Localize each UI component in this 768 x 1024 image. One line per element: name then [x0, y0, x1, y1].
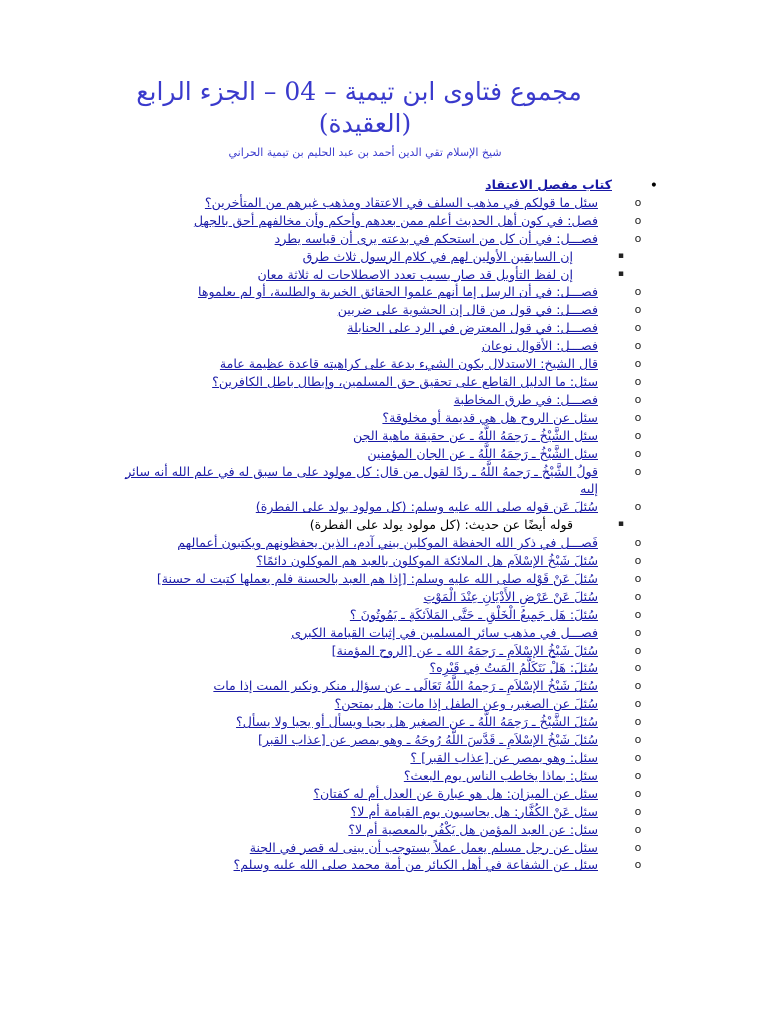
- toc-item: [108, 606, 648, 624]
- toc-item: [108, 427, 648, 445]
- toc-item-link[interactable]: قوله أيضًا عن حديث: (كل مولود يولد على الفطرة): [309, 517, 573, 533]
- toc-item: [108, 695, 648, 713]
- bullet-circle-icon: o: [634, 428, 642, 442]
- toc-item-link[interactable]: سئل عَنْ الكُفَّار: هل يحاسبون يوم القيامة أم لا؟: [350, 803, 598, 819]
- toc-item: [108, 821, 648, 839]
- bullet-circle-icon: o: [634, 285, 642, 299]
- author-line: شيخ الإسلام تقي الدين أحمد بن عبد الحليم بن تيمية الحراني: [228, 146, 502, 159]
- toc-item-link[interactable]: فصـــل: في قول من قال إن الحشوية على ضربين: [337, 302, 598, 318]
- bullet-circle-icon: o: [634, 822, 642, 836]
- bullet-circle-icon: o: [634, 392, 642, 406]
- toc-item-link[interactable]: سُئلَ: هَل جَمِيعُ الْخَلْقِ ـ حَتَّى المَلاَئكَةِ ـ يَمُوتُونَ ؟: [349, 606, 598, 622]
- toc-item: [108, 355, 648, 373]
- toc-item-link[interactable]: سُئلَ شَيْخُ الإسْلاَمِ ـ قَدَّسَ اللَّهُ رُوحَهُ ـ وهو بمصر عن [عذاب القبر]: [257, 732, 598, 748]
- toc-item: [108, 498, 648, 516]
- toc-item-link[interactable]: فصـــل في مذهب سائر المسلمين في إثبات القيامة الكبرى: [291, 624, 598, 640]
- toc-item: [108, 856, 648, 874]
- bullet-circle-icon: o: [634, 500, 642, 514]
- toc-item: [108, 445, 648, 463]
- toc-list: [108, 194, 648, 874]
- bullet-circle-icon: o: [634, 804, 642, 818]
- bullet-circle-icon: o: [634, 858, 642, 872]
- bullet-square-icon: ▪: [617, 519, 624, 530]
- toc-item-link[interactable]: سئل: ما الدليل القاطع على تحقيق حق المسلمين، وإبطال باطل الكافرين؟: [212, 373, 598, 389]
- bullet-circle-icon: o: [634, 607, 642, 621]
- toc-item: [108, 677, 648, 695]
- toc-item-link[interactable]: سئل ما قولكم في مذهب السلف في الاعتقاد ومذهب غيرهم من المتأخرين؟: [204, 194, 598, 210]
- bullet-circle-icon: o: [634, 357, 642, 371]
- bullet-circle-icon: o: [634, 643, 642, 657]
- bullet-circle-icon: o: [634, 339, 642, 353]
- bullet-circle-icon: o: [634, 536, 642, 550]
- toc-item-link[interactable]: سُئلَ: هَلْ يَتَكَلَّمُ المَيتُ فِي قَبْرِه؟: [429, 660, 598, 676]
- bullet-circle-icon: o: [634, 840, 642, 854]
- toc-item: [108, 785, 648, 803]
- toc-item: [108, 803, 648, 821]
- bullet-circle-icon: o: [634, 231, 642, 245]
- toc-item-link[interactable]: فصـــل: في أن الرسل إما أنهم علموا الحقائق الخبرية والطلبية، أو لم يعلموها: [197, 284, 598, 300]
- toc-item-link[interactable]: سئل عن الشفاعة في أهل الكبائر من أمة محمد صلى الله عليه وسلم؟: [233, 857, 598, 873]
- toc-item: [108, 337, 648, 355]
- bullet-circle-icon: o: [634, 446, 642, 460]
- bullet-circle-icon: o: [634, 786, 642, 800]
- toc-item: [108, 642, 648, 660]
- toc-item-link[interactable]: إن لفظ التأويل قد صار بسبب تعدد الاصطلاحات له ثلاثة معان: [257, 266, 573, 282]
- toc-item: [108, 659, 648, 677]
- toc-item-link[interactable]: قولُ الشَّيْخُ ـ رَحِمهُ اللَّهُ ـ ردًا لقول من قال: كل مولود على ما سبق له في علم الله أنه سائر إليه: [125, 463, 598, 497]
- toc-item: [108, 409, 648, 427]
- toc-item: [108, 731, 648, 749]
- toc-item-link[interactable]: سئل عن رجل مسلم يعمل عملاً يستوجب أن يبنى له قصر في الجنة: [249, 839, 598, 855]
- toc-item-link[interactable]: سئل الشَّيْخُ ـ رَحِمَهُ اللَّهُ ـ عن الجان المؤمنين: [367, 445, 598, 461]
- bullet-circle-icon: o: [634, 733, 642, 747]
- toc-item-link[interactable]: سُئلَ شَيْخُ الإسْلاَم هل الملائكة الموكلون بالعبد هم الموكلون دائمًا؟: [256, 553, 598, 569]
- toc-item-link[interactable]: سُئلَ عَن قوله صلى الله عليه وسلم: (كل مولود يولد على الفطرة): [255, 499, 598, 515]
- toc-item: [108, 391, 648, 409]
- toc-item-link[interactable]: سُئلَ شَيْخُ الإسْلاَمِ ـ رَحِمَهُ الله ـ عن [الروح المؤمنة]: [331, 642, 598, 658]
- page-title-volume: (العقيدة): [318, 109, 412, 138]
- toc-item-link[interactable]: فصـــل: في طرق المخاطبة: [453, 391, 598, 407]
- table-of-contents: [108, 176, 648, 874]
- toc-item-link[interactable]: فَصـــل في ذكر الله الحفظة الموكلين ببني آدم، الذين يحفظونهم ويكتبون أعمالهم: [177, 535, 598, 551]
- toc-item-link[interactable]: سُئلَ شَيْخُ الإسْلاَمِ ـ رَحِمهُ اللَّهُ تَعَالَى ـ عن سؤال منكر ونكير الميت إذا مات: [213, 678, 598, 694]
- page-title: مجموع فتاوى ابن تيمية – 04 – الجزء الرابع: [136, 77, 582, 106]
- toc-item: [108, 516, 648, 534]
- toc-item: [108, 713, 648, 731]
- bullet-disc-icon: •: [649, 178, 658, 194]
- toc-item: [108, 212, 648, 230]
- bullet-circle-icon: o: [634, 697, 642, 711]
- toc-item-link[interactable]: قال الشيخ: الاستدلال بكون الشيء بدعة على كراهيته قاعدة عظيمة عامة: [219, 356, 598, 372]
- bullet-circle-icon: o: [634, 571, 642, 585]
- bullet-circle-icon: o: [634, 661, 642, 675]
- bullet-circle-icon: o: [634, 554, 642, 568]
- toc-item: [108, 283, 648, 301]
- toc-item-link[interactable]: فصـــل: في أن كل من استحكم في بدعته يرى أن قياسه يطرد: [274, 230, 598, 246]
- toc-item: [108, 839, 648, 857]
- toc-item: [108, 552, 648, 570]
- bullet-square-icon: ▪: [617, 268, 624, 279]
- toc-item: [108, 463, 648, 499]
- toc-item: [108, 534, 648, 552]
- bullet-circle-icon: o: [634, 679, 642, 693]
- title-block: [0, 76, 768, 159]
- toc-item: [108, 588, 648, 606]
- toc-item-link[interactable]: سئل الشَّيْخُ ـ رَحِمَهُ اللَّهُ ـ عن حقيقة ماهية الجن: [353, 427, 598, 443]
- toc-item-link[interactable]: إن السابقين الأولين لهم في كلام الرسول ثلاث طرق: [302, 248, 573, 264]
- toc-item-link[interactable]: سئل: بماذا يخاطب الناس يوم البعث؟: [403, 767, 598, 783]
- toc-item: [108, 570, 648, 588]
- toc-item-link[interactable]: سُئلَ عَنْ عَرْضِ الأَدْيَانِ عِنْدَ الْمَوْتِ: [423, 588, 598, 604]
- toc-item-link[interactable]: سُئلَ عن الصغير، وعن الطفل إذا مات: هل يمتحن؟: [334, 696, 598, 712]
- toc-item-link[interactable]: سئل: عن العبد المؤمن هل يَكْفُر بالمعصية أم لا؟: [348, 821, 598, 837]
- toc-item: [108, 319, 648, 337]
- bullet-circle-icon: o: [634, 195, 642, 209]
- toc-item: [108, 749, 648, 767]
- toc-item-link[interactable]: سُئلَ الشَّيْخُ ـ رَحِمَهُ اللَّهُ ـ عن الصغير هل يحيا ويسأل أو يحيا ولا يسأل؟: [236, 714, 598, 730]
- bullet-circle-icon: o: [634, 374, 642, 388]
- toc-item: [108, 194, 648, 212]
- toc-item-link[interactable]: سئل عن الروح هل هي قديمة أو مخلوقة؟: [382, 409, 598, 425]
- bullet-circle-icon: o: [634, 213, 642, 227]
- toc-item-link[interactable]: سئل: وهو بمصر عن [عذاب القبر] ؟: [410, 750, 598, 765]
- toc-item: [108, 301, 648, 319]
- bullet-circle-icon: o: [634, 751, 642, 764]
- toc-item-link[interactable]: فصـــل: في قول المعترض في الرد على الحنابلة: [347, 320, 598, 336]
- bullet-circle-icon: o: [634, 321, 642, 335]
- bullet-circle-icon: o: [634, 410, 642, 424]
- toc-item: [108, 266, 648, 284]
- toc-item: [108, 230, 648, 248]
- bullet-circle-icon: o: [634, 768, 642, 782]
- bullet-circle-icon: o: [634, 625, 642, 639]
- toc-item: [108, 624, 648, 642]
- toc-item: [108, 248, 648, 266]
- bullet-circle-icon: o: [634, 303, 642, 317]
- bullet-circle-icon: o: [634, 464, 642, 478]
- toc-item-link[interactable]: سُئلَ عَنْ قَوْله صلى الله عليه وسلم: [إذا هم العبد بالحسنة فلم يعملها كتبت له حسنة]: [156, 570, 598, 586]
- toc-item-link[interactable]: سئل عن الميزان: هل هو عبارة عن العدل أم له كفتان؟: [313, 785, 598, 801]
- toc-item-link[interactable]: فصـــل: الأقوال نوعان: [481, 338, 598, 354]
- toc-item: [108, 373, 648, 391]
- bullet-circle-icon: o: [634, 715, 642, 729]
- bullet-square-icon: ▪: [617, 250, 624, 261]
- toc-item: [108, 767, 648, 785]
- toc-heading-link[interactable]: كتاب مفصل الاعتقاد: [485, 177, 612, 192]
- bullet-circle-icon: o: [634, 589, 642, 603]
- toc-item-link[interactable]: فصل: في كون أهل الحديث أعلم ممن بعدهم وأحكم وأن مخالفهم أحق بالجهل: [193, 212, 598, 228]
